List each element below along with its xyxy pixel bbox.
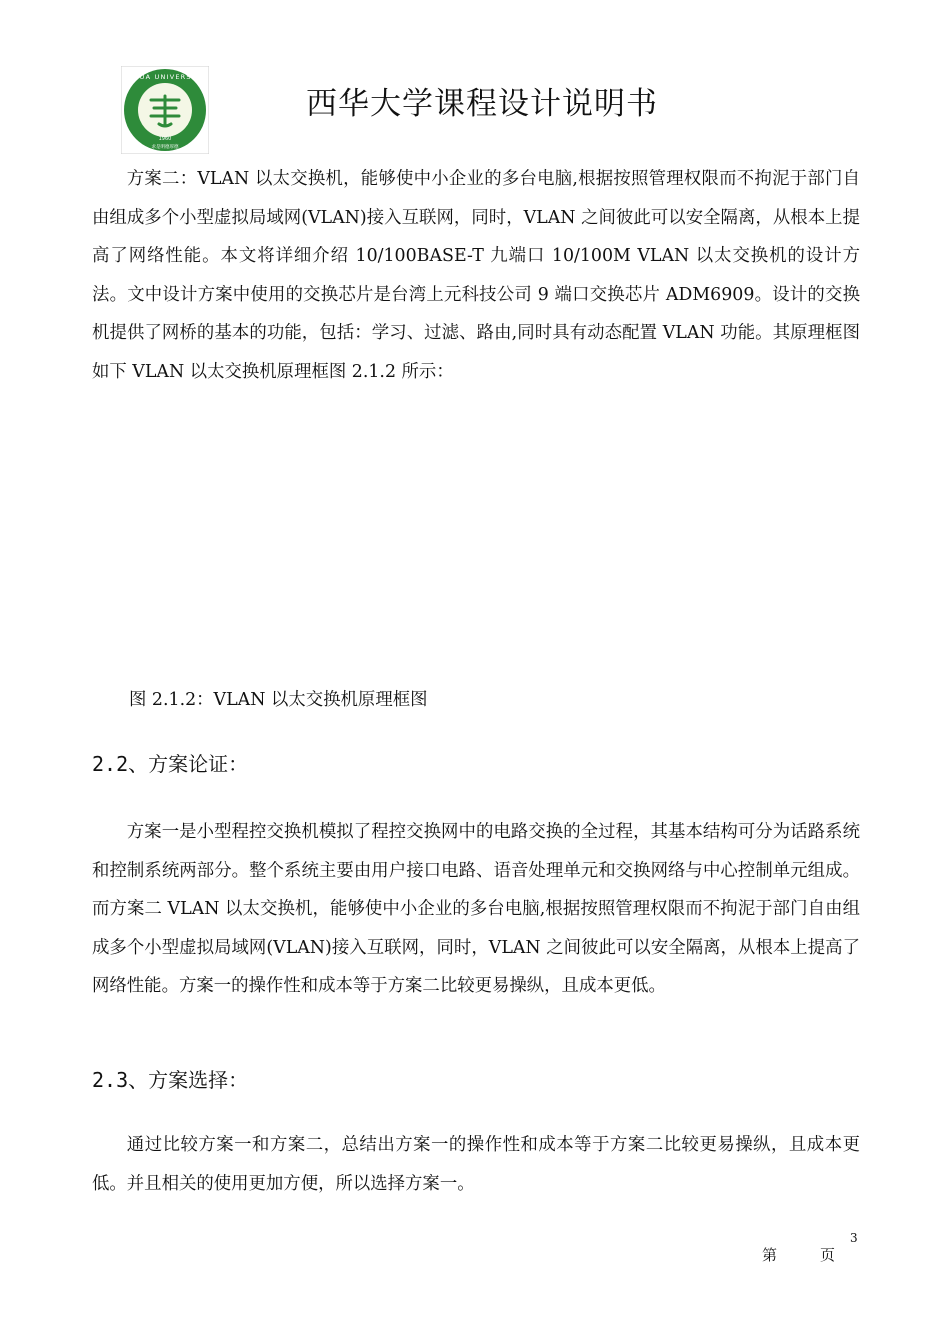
svg-text:1960: 1960	[158, 136, 172, 142]
paragraph-scheme-selection: 通过比较方案一和方案二，总结出方案一的操作性和成本等于方案二比较更易操纵，且成本更低。并且相关的使用更加方便，所以选择方案一。	[92, 1135, 860, 1194]
university-logo	[121, 66, 209, 154]
footer-label-di: 第	[762, 1246, 778, 1264]
section-heading-2-3: 2.3、方案选择：	[92, 1068, 249, 1092]
university-seal-icon	[121, 66, 209, 154]
paragraph-scheme-argument: 方案一是小型程控交换机模拟了程控交换网中的电路交换的全过程，其基本结构可分为话路系统和控制系统两部分。整个系统主要由用户接口电路、语音处理单元和交换网络与中心控制单元组成。而方案二 VLAN 以太交换机，能够使中小企业的多台电脑,根据按照管理权限而不拘泥于部门自由组成多个小型虚拟局域网(VLAN)接入互联网，同时，VLAN 之间彼此可以安全隔离，从根本上提高了网络性能。方案一的操作性和成本等于方案二比较更易操纵，且成本更低。	[92, 822, 860, 996]
figure-caption: 图 2.1.2：VLAN 以太交换机原理框图	[129, 690, 428, 710]
section-heading-2-2: 2.2、方案论证：	[92, 752, 249, 776]
paragraph-scheme-two: 方案二：VLAN 以太交换机，能够使中小企业的多台电脑,根据按照管理权限而不拘泥于部门自由组成多个小型虚拟局域网(VLAN)接入互联网，同时，VLAN 之间彼此可以安全隔离，从根本上提高了网络性能。本文将详细介绍 10/100BASE-T 九端口 10/100M VLAN 以太交换机的设计方法。文中设计方案中使用的交换芯片是台湾上元科技公司 9 端口交换芯片 ADM6909。设计的交换机提供了网桥的基本的功能，包括：学习、过滤、路由,同时具有动态配置 VLAN 功能。其原理框图如下 VLAN 以太交换机原理框图 2.1.2 所示：	[92, 169, 860, 382]
footer-label-ye: 页	[820, 1246, 836, 1264]
svg-text:求是明德厚德: 求是明德厚德	[151, 145, 179, 150]
page-number: 3	[850, 1231, 858, 1245]
svg-text:XIHUA UNIVERSITY: XIHUA UNIVERSITY	[124, 73, 206, 81]
document-title: 西华大学课程设计说明书	[306, 86, 658, 122]
